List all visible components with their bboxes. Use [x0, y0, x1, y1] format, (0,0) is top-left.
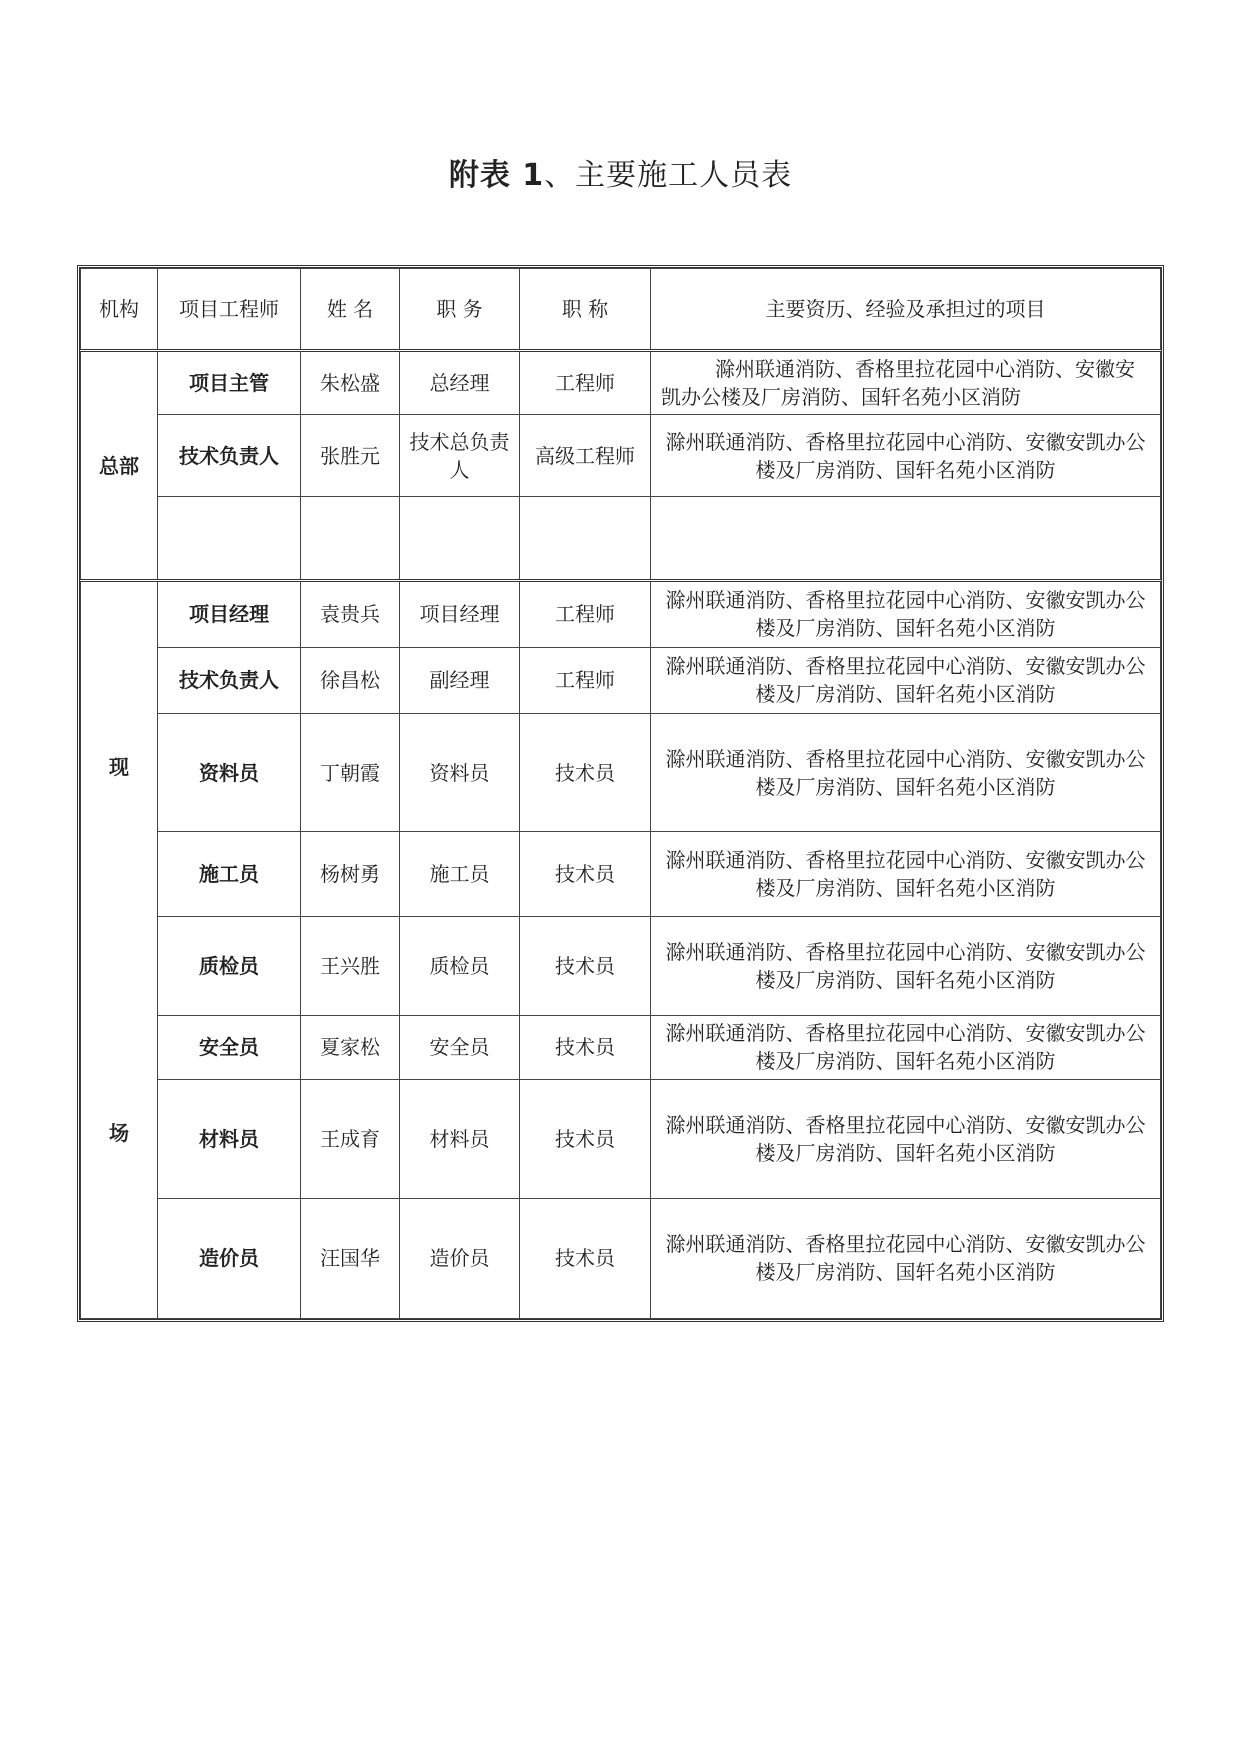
role-cell: 安全员	[158, 1015, 301, 1080]
name-cell	[301, 497, 400, 581]
org-site-bottom: 场	[109, 1121, 129, 1145]
role-cell: 技术负责人	[158, 415, 301, 497]
table-header-row	[81, 269, 1161, 351]
title-cell: 技术员	[520, 1198, 651, 1318]
title-cell: 技术员	[520, 714, 651, 832]
experience-cell: 滁州联通消防、香格里拉花园中心消防、安徽安凯办公楼及厂房消防、国轩名苑小区消防	[651, 916, 1161, 1015]
title-cell: 技术员	[520, 916, 651, 1015]
title-cell: 技术员	[520, 832, 651, 917]
name-cell: 夏家松	[301, 1015, 400, 1080]
role-cell: 项目经理	[158, 581, 301, 648]
title-cell	[520, 497, 651, 581]
title-rest: 、主要施工人员表	[544, 158, 793, 193]
position-cell: 安全员	[400, 1015, 520, 1080]
experience-cell: 滁州联通消防、香格里拉花园中心消防、安徽安凯办公楼及厂房消防、国轩名苑小区消防	[651, 1080, 1161, 1199]
experience-cell	[651, 497, 1161, 581]
header-name: 姓 名	[301, 269, 400, 351]
name-cell: 张胜元	[301, 415, 400, 497]
table-row	[81, 1080, 1161, 1199]
header-org: 机构	[81, 269, 158, 351]
name-cell: 徐昌松	[301, 647, 400, 714]
title-cell: 工程师	[520, 647, 651, 714]
title-cell: 工程师	[520, 581, 651, 648]
position-cell: 造价员	[400, 1198, 520, 1318]
position-cell: 项目经理	[400, 581, 520, 648]
position-cell: 材料员	[400, 1080, 520, 1199]
org-site-top: 现	[109, 755, 129, 779]
table-row	[81, 647, 1161, 714]
name-cell: 袁贵兵	[301, 581, 400, 648]
title-cell: 技术员	[520, 1015, 651, 1080]
position-cell: 资料员	[400, 714, 520, 832]
name-cell: 汪国华	[301, 1198, 400, 1318]
table-row	[81, 351, 1161, 415]
position-cell: 施工员	[400, 832, 520, 917]
table-row	[81, 916, 1161, 1015]
experience-cell: 滁州联通消防、香格里拉花园中心消防、安徽安凯办公楼及厂房消防、国轩名苑小区消防	[651, 351, 1161, 415]
title-cell: 技术员	[520, 1080, 651, 1199]
name-cell: 王兴胜	[301, 916, 400, 1015]
role-cell: 项目主管	[158, 351, 301, 415]
personnel-table	[80, 268, 1161, 1319]
page-title	[0, 150, 1241, 194]
header-title: 职 称	[520, 269, 651, 351]
title-cell: 高级工程师	[520, 415, 651, 497]
table-row	[81, 581, 1161, 648]
role-cell: 材料员	[158, 1080, 301, 1199]
position-cell	[400, 497, 520, 581]
position-cell: 总经理	[400, 351, 520, 415]
header-position: 职 务	[400, 269, 520, 351]
title-prefix: 附表 1	[448, 158, 545, 193]
table-row	[81, 714, 1161, 832]
title-cell: 工程师	[520, 351, 651, 415]
role-cell: 质检员	[158, 916, 301, 1015]
table-row	[81, 1015, 1161, 1080]
role-cell: 造价员	[158, 1198, 301, 1318]
table-row	[81, 832, 1161, 917]
position-cell: 副经理	[400, 647, 520, 714]
role-cell: 施工员	[158, 832, 301, 917]
header-experience: 主要资历、经验及承担过的项目	[651, 269, 1161, 351]
experience-cell: 滁州联通消防、香格里拉花园中心消防、安徽安凯办公楼及厂房消防、国轩名苑小区消防	[651, 832, 1161, 917]
table-row	[81, 415, 1161, 497]
personnel-table-frame	[77, 265, 1164, 1322]
experience-cell: 滁州联通消防、香格里拉花园中心消防、安徽安凯办公楼及厂房消防、国轩名苑小区消防	[651, 415, 1161, 497]
experience-cell: 滁州联通消防、香格里拉花园中心消防、安徽安凯办公楼及厂房消防、国轩名苑小区消防	[651, 1198, 1161, 1318]
table-row-empty	[81, 497, 1161, 581]
experience-cell: 滁州联通消防、香格里拉花园中心消防、安徽安凯办公楼及厂房消防、国轩名苑小区消防	[651, 1015, 1161, 1080]
header-role: 项目工程师	[158, 269, 301, 351]
experience-cell: 滁州联通消防、香格里拉花园中心消防、安徽安凯办公楼及厂房消防、国轩名苑小区消防	[651, 581, 1161, 648]
name-cell: 杨树勇	[301, 832, 400, 917]
org-cell-site	[81, 581, 158, 1319]
role-cell: 资料员	[158, 714, 301, 832]
name-cell: 丁朝霞	[301, 714, 400, 832]
experience-cell: 滁州联通消防、香格里拉花园中心消防、安徽安凯办公楼及厂房消防、国轩名苑小区消防	[651, 647, 1161, 714]
experience-cell: 滁州联通消防、香格里拉花园中心消防、安徽安凯办公楼及厂房消防、国轩名苑小区消防	[651, 714, 1161, 832]
position-cell: 技术总负责人	[400, 415, 520, 497]
position-cell: 质检员	[400, 916, 520, 1015]
org-cell-hq: 总部	[81, 351, 158, 581]
name-cell: 朱松盛	[301, 351, 400, 415]
role-cell: 技术负责人	[158, 647, 301, 714]
role-cell	[158, 497, 301, 581]
name-cell: 王成育	[301, 1080, 400, 1199]
table-row	[81, 1198, 1161, 1318]
